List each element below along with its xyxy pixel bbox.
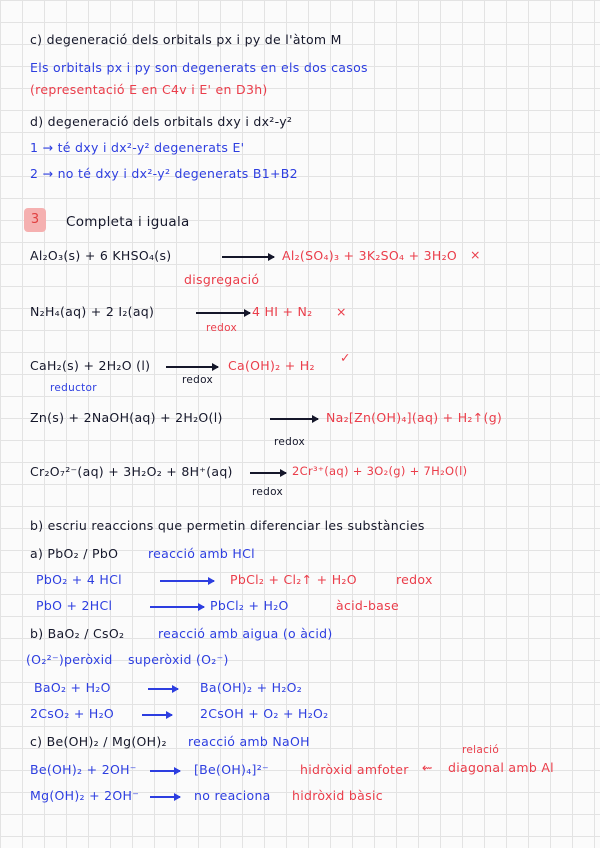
partb-a-reaction-2-arrow — [150, 606, 204, 608]
reaction-2-lhs: N₂H₄(aq) + 2 I₂(aq) — [30, 304, 155, 319]
partb-c-reaction-1-rhs: [Be(OH)₄]²⁻ — [194, 762, 269, 777]
reaction-4-arrow — [270, 418, 318, 420]
partb-a-reaction-2-lhs: PbO + 2HCl — [36, 598, 113, 613]
partb-b-reagent: reacció amb aigua (o àcid) — [158, 626, 333, 641]
partb-a-reaction-2-type: àcid-base — [336, 598, 399, 613]
partb-c-reagent: reacció amb NaOH — [188, 734, 310, 749]
section-c-answer-1: Els orbitals px i py son degenerats en els dos casos — [30, 60, 368, 75]
section-c-title: c) degeneració dels orbitals px i py de l'àtom M — [30, 32, 342, 47]
section-d-answer-2: 2 → no té dxy i dx²-y² degenerats B1+B2 — [30, 166, 298, 181]
reaction-3-sub: reductor — [50, 382, 97, 394]
reaction-1-arrow — [222, 256, 274, 258]
arrow-icon: ⇜ — [422, 760, 433, 775]
reaction-2-mark: × — [336, 304, 347, 319]
section-d-title: d) degeneració dels orbitals dxy i dx²-y² — [30, 114, 293, 129]
reaction-4-note: redox — [274, 436, 306, 448]
reaction-4-lhs: Zn(s) + 2NaOH(aq) + 2H₂O(l) — [30, 410, 223, 425]
partb-b-reaction-1-arrow — [148, 688, 178, 690]
reaction-3-mark: ✓ — [340, 350, 351, 365]
section-d-answer-1: 1 → té dxy i dx²-y² degenerats E' — [30, 140, 245, 155]
reaction-2-note: redox — [206, 322, 238, 334]
partb-a-title: a) PbO₂ / PbO — [30, 546, 119, 561]
partb-b-ion-1: (O₂²⁻)peròxid — [26, 652, 113, 667]
partb-a-reaction-1-rhs: PbCl₂ + Cl₂↑ + H₂O — [230, 572, 357, 587]
reaction-1-lhs: Al₂O₃(s) + 6 KHSO₄(s) — [30, 248, 172, 263]
reaction-5-note: redox — [252, 486, 284, 498]
reaction-5-arrow — [250, 472, 286, 474]
partb-a-reagent: reacció amb HCl — [148, 546, 255, 561]
partb-a-reaction-1-arrow — [160, 580, 214, 582]
partb-b-reaction-2-arrow — [142, 714, 172, 716]
partb-a-reaction-1-type: redox — [396, 572, 433, 587]
reaction-1-note: disgregació — [184, 272, 260, 287]
reaction-2-rhs: 4 HI + N₂ — [252, 304, 313, 319]
partb-b-reaction-2-lhs: 2CsO₂ + H₂O — [30, 706, 115, 721]
partb-c-reaction-2-type: hidròxid bàsic — [292, 788, 383, 803]
reaction-1-rhs: Al₂(SO₄)₃ + 3K₂SO₄ + 3H₂O — [282, 248, 458, 263]
exercise-title: Completa i iguala — [66, 214, 190, 230]
partb-a-reaction-2-rhs: PbCl₂ + H₂O — [210, 598, 289, 613]
reaction-2-arrow — [196, 312, 250, 314]
partb-b-reaction-1-lhs: BaO₂ + H₂O — [34, 680, 111, 695]
partb-c-reaction-1-lhs: Be(OH)₂ + 2OH⁻ — [30, 762, 137, 777]
reaction-3-note: redox — [182, 374, 214, 386]
section-c-answer-2: (representació E en C4v i E' en D3h) — [30, 82, 268, 97]
partb-c-reaction-2-lhs: Mg(OH)₂ + 2OH⁻ — [30, 788, 140, 803]
partb-b-title: b) BaO₂ / CsO₂ — [30, 626, 125, 641]
exercise-number-badge: 3 — [24, 208, 46, 232]
reaction-1-mark: × — [470, 247, 481, 262]
reaction-3-rhs: Ca(OH)₂ + H₂ — [228, 358, 315, 373]
partb-c-reaction-2-rhs: no reaciona — [194, 788, 271, 803]
partb-c-note: diagonal amb Al — [448, 760, 554, 775]
partb-c-reaction-1-type: hidròxid amfoter — [300, 762, 409, 777]
partb-b-ion-2: superòxid (O₂⁻) — [128, 652, 229, 667]
partb-b-reaction-2-rhs: 2CsOH + O₂ + H₂O₂ — [200, 706, 329, 721]
partb-c-note-top: relació — [462, 744, 500, 756]
reaction-3-arrow — [166, 366, 218, 368]
partb-c-reaction-2-arrow — [150, 796, 180, 798]
reaction-5-lhs: Cr₂O₇²⁻(aq) + 3H₂O₂ + 8H⁺(aq) — [30, 464, 233, 479]
reaction-5-rhs: 2Cr³⁺(aq) + 3O₂(g) + 7H₂O(l) — [292, 464, 468, 478]
reaction-4-rhs: Na₂[Zn(OH)₄](aq) + H₂↑(g) — [326, 410, 503, 425]
partb-a-reaction-1-lhs: PbO₂ + 4 HCl — [36, 572, 122, 587]
partb-b-reaction-1-rhs: Ba(OH)₂ + H₂O₂ — [200, 680, 303, 695]
partb-title: b) escriu reaccions que permetin diferenciar les substàncies — [30, 518, 425, 533]
partb-c-reaction-1-arrow — [150, 770, 180, 772]
partb-c-title: c) Be(OH)₂ / Mg(OH)₂ — [30, 734, 167, 749]
reaction-3-lhs: CaH₂(s) + 2H₂O (l) — [30, 358, 151, 373]
